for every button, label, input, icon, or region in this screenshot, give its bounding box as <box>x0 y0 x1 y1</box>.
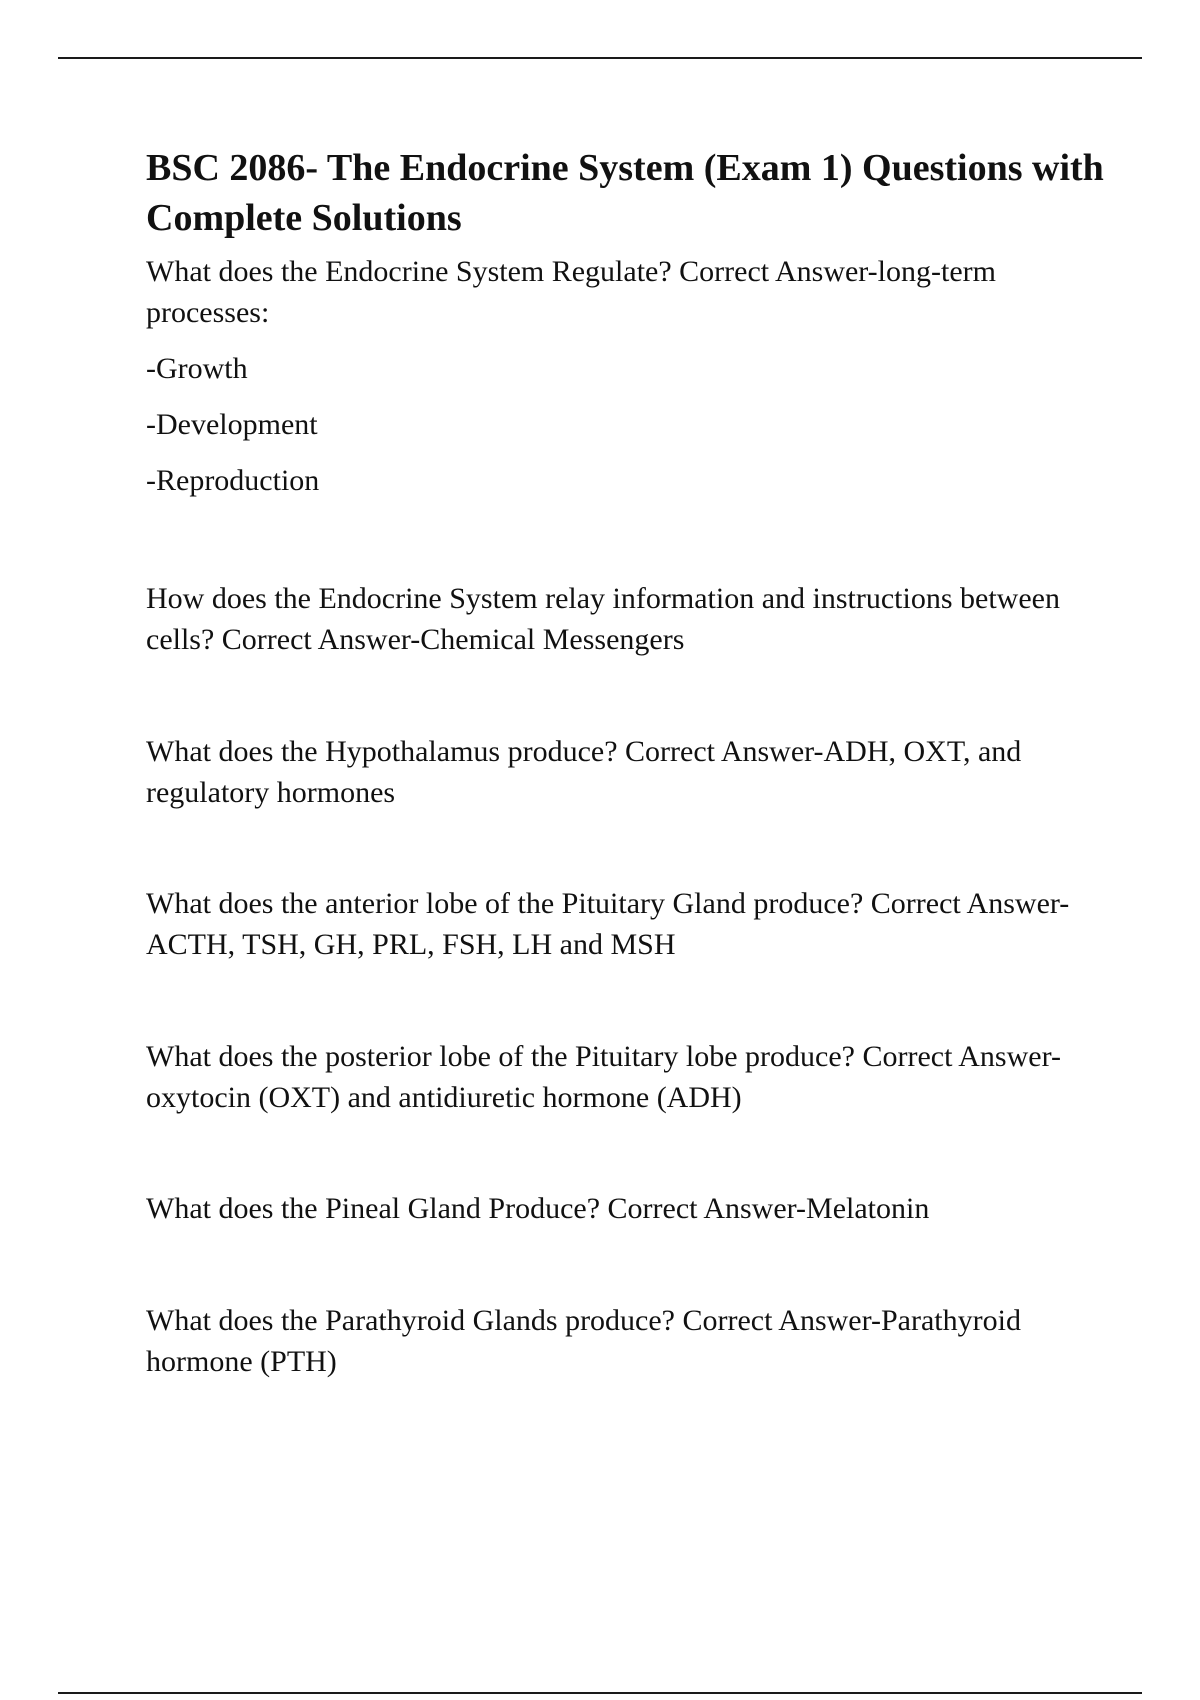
qa-item-1: What does the Endocrine System Regulate? Correct Answer-long-term processes: <box>146 255 996 329</box>
qa-item-6: What does the Pineal Gland Produce? Correct Answer-Melatonin <box>146 1192 930 1225</box>
spacer <box>146 1229 1106 1300</box>
spacer <box>146 501 1106 578</box>
document-title: BSC 2086- The Endocrine System (Exam 1) Questions with Complete Solutions <box>146 147 1104 239</box>
list-item-reproduction: -Reproduction <box>146 464 320 497</box>
qa-item-5: What does the posterior lobe of the Pituitary lobe produce? Correct Answer-oxytocin (OXT) and antidiuretic hormone (ADH) <box>146 1040 1061 1114</box>
spacer <box>146 660 1106 731</box>
qa-item-3: What does the Hypothalamus produce? Correct Answer-ADH, OXT, and regulatory hormones <box>146 735 1022 809</box>
qa-item-2: How does the Endocrine System relay information and instructions between cells? Correct Answer-Chemical Messengers <box>146 582 1060 656</box>
spacer <box>146 813 1106 883</box>
list-item-development: -Development <box>146 408 318 441</box>
top-divider <box>58 57 1142 59</box>
qa-item-4: What does the anterior lobe of the Pituitary Gland produce? Correct Answer-ACTH, TSH, GH, PRL, FSH, LH and MSH <box>146 887 1070 961</box>
document-body <box>146 143 1106 1382</box>
qa-item-7: What does the Parathyroid Glands produce? Correct Answer-Parathyroid hormone (PTH) <box>146 1304 1021 1378</box>
spacer <box>146 965 1106 1036</box>
bottom-divider <box>58 1692 1142 1694</box>
list-item-growth: -Growth <box>146 352 248 385</box>
spacer <box>146 1118 1106 1188</box>
